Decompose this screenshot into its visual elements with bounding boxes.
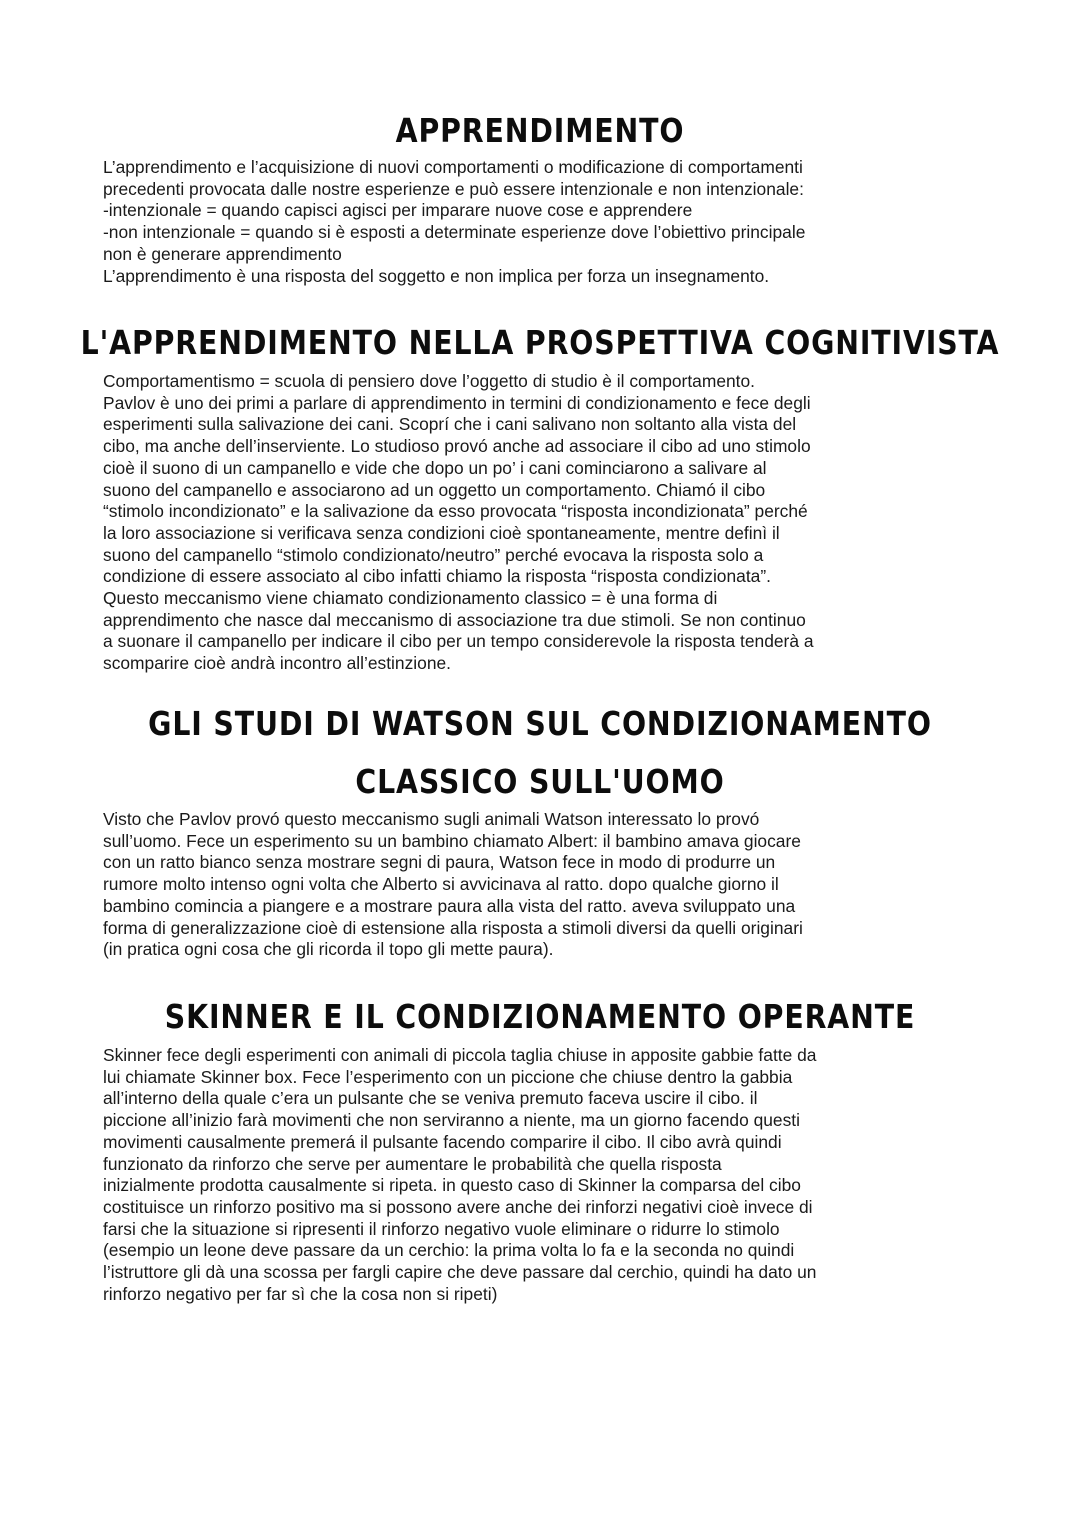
section-title: SKINNER E IL CONDIZIONAMENTO OPERANTE: [164, 997, 916, 1036]
section-body: Skinner fece degli esperimenti con animali di piccola taglia chiuse in apposite gabbie fatte da lui chiamate Skinner box. Fece l’esperimento con un piccione che chiuse dentro la gabbia all’interno della quale c’era un pulsante che se veniva premuto faceva uscire il cibo. il piccione all’inizio farà movimenti che non serviranno a niente, ma un giorno facendo questi movimenti causalmente premerá il pulsante facendo comparire il cibo. Il cibo avrà quindi funzionato da rinforzo che serve per aumentare le probabilità che quella risposta inizialmente prodotta causalmente si ripeta. in questo caso di Skinner la comparsa del cibo costituisce un rinforzo positivo ma si possono avere anche dei rinforzi negativi cioè invece di farsi che la situazione si ripresenti il rinforzo negativo vuole eliminare o ridurre lo stimolo (esempio un leone deve passare da un cerchio: la prima volta lo fa e la seconda no quindi l’istruttore gli dà una scossa per fargli capire che deve passare dal cerchio, quindi ha dato un rinforzo negativo per far sì che la cosa non si ripeti): [103, 1045, 817, 1304]
section-title-line1: GLI STUDI DI WATSON SUL CONDIZIONAMENTO: [148, 704, 932, 743]
section-prospettiva-cognitivista: [0, 313, 1080, 675]
section-title: APPRENDIMENTO: [395, 111, 685, 150]
section-skinner: [0, 987, 1080, 1305]
section-title: L'APPRENDIMENTO NELLA PROSPETTIVA COGNITIVISTA: [80, 323, 1000, 362]
section-title-line2: CLASSICO SULL'UOMO: [355, 762, 725, 801]
section-body: Visto che Pavlov provó questo meccanismo sugli animali Watson interessato lo provó sull’uomo. Fece un esperimento su un bambino chiamato Albert: il bambino amava giocare con un ratto bianco senza mostrare segni di paura, Watson fece in modo di produrre un rumore molto intenso ogni volta che Alberto si avvicinava al ratto. dopo qualche giorno il bambino comincia a piangere e a mostrare paura alla vista del ratto. aveva sviluppato una forma di generalizzazione cioè di estensione alla risposta a stimoli diversi da quelli originari (in pratica ogni cosa che gli ricorda il topo gli mette paura).: [103, 809, 803, 960]
section-body: L’apprendimento e l’acquisizione di nuovi comportamenti o modificazione di comportamenti precedenti provocata dalle nostre esperienze e può essere intenzionale e non intenzionale: -intenzionale = quando capisci agisci per imparare nuove cose e apprendere -non intenzionale = quando si è esposti a determinate esperienze dove l’obiettivo principale non è generare apprendimento L’apprendimento è una risposta del soggetto e non implica per forza un insegnamento.: [103, 157, 806, 286]
section-apprendimento: [0, 101, 1080, 287]
section-watson: [0, 695, 1080, 961]
section-body: Comportamentismo = scuola di pensiero dove l’oggetto di studio è il comportamento. Pavlov è uno dei primi a parlare di apprendimento in termini di condizionamento e fece degli esperimenti sulla salivazione dei cani. Scoprí che i cani salivano non soltanto alla vista del cibo, ma anche dell’inserviente. Lo studioso provó anche ad associare il cibo ad uno stimolo cioè il suono di un campanello e vide che dopo un po’ i cani cominciarono a salivare al suono del campanello e associarono ad un oggetto un comportamento. Chiamó il cibo “stimolo incondizionato” e la salivazione da esso provocata “risposta incondizionata” perché la loro associazione si verificava senza condizioni cioè spontaneamente, mentre definì il suono del campanello “stimolo condizionato/neutro” perché evocava la risposta solo a condizione di essere associato al cibo infatti chiamo la risposta “risposta condizionata”. Questo meccanismo viene chiamato condizionamento classico = è una forma di apprendimento che nasce dal meccanismo di associazione tra due stimoli. Se non continuo a suonare il campanello per indicare il cibo per un tempo considerevole la risposta tenderà a scomparire cioè andrà incontro all’estinzione.: [103, 371, 814, 674]
